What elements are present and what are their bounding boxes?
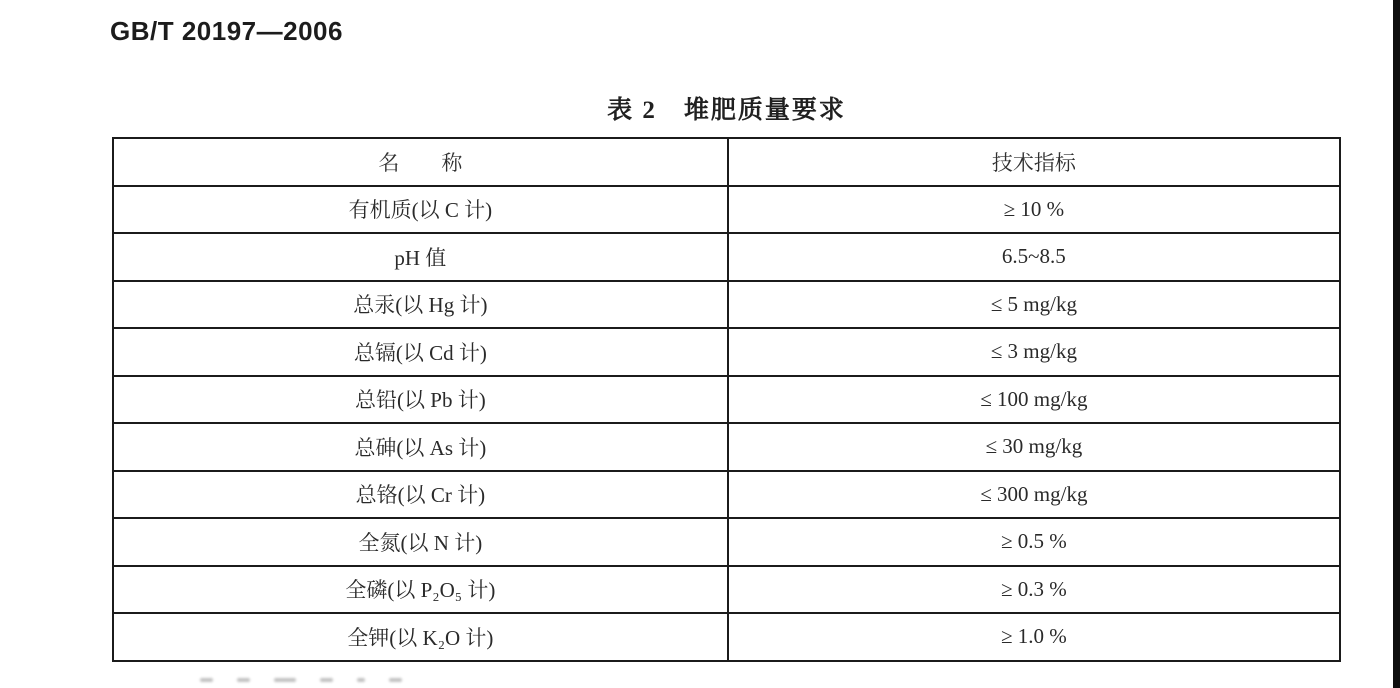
name-cell: 总汞(以 Hg 计) [113,281,728,329]
name-cell: 总铬(以 Cr 计) [113,471,728,519]
table-row [113,328,1340,376]
indicator-cell: ≥ 0.5 % [728,518,1340,566]
table-row [113,518,1340,566]
name-cell: 全氮(以 N 计) [113,518,728,566]
column-header-indicator: 技术指标 [728,138,1340,186]
name-cell: 总砷(以 As 计) [113,423,728,471]
name-cell: 总镉(以 Cd 计) [113,328,728,376]
table-title: 表 2 堆肥质量要求 [607,97,846,124]
indicator-cell: ≤ 3 mg/kg [728,328,1340,376]
name-cell: 总铅(以 Pb 计) [113,376,728,424]
indicator-cell: ≤ 5 mg/kg [728,281,1340,329]
name-cell: 全钾(以 K₂O 计) [113,613,728,661]
standard-code: GB/T 20197—2006 [110,16,343,46]
table-row [113,423,1340,471]
indicator-cell: ≤ 100 mg/kg [728,376,1340,424]
compost-quality-table [112,137,1341,662]
column-header-name: 名 称 [113,138,728,186]
table-row [113,376,1340,424]
scan-artifact-marks [200,678,402,682]
table-header-row [113,138,1340,186]
table-row [113,566,1340,614]
indicator-cell: 6.5~8.5 [728,233,1340,281]
table-row [113,186,1340,234]
name-cell: 全磷(以 P₂O₅ 计) [113,566,728,614]
table-row [113,471,1340,519]
indicator-cell: ≤ 30 mg/kg [728,423,1340,471]
table-row [113,233,1340,281]
name-cell: pH 值 [113,233,728,281]
table-row [113,281,1340,329]
indicator-cell: ≤ 300 mg/kg [728,471,1340,519]
table-row [113,613,1340,661]
indicator-cell: ≥ 10 % [728,186,1340,234]
indicator-cell: ≥ 0.3 % [728,566,1340,614]
indicator-cell: ≥ 1.0 % [728,613,1340,661]
name-cell: 有机质(以 C 计) [113,186,728,234]
scan-edge [1393,0,1400,688]
